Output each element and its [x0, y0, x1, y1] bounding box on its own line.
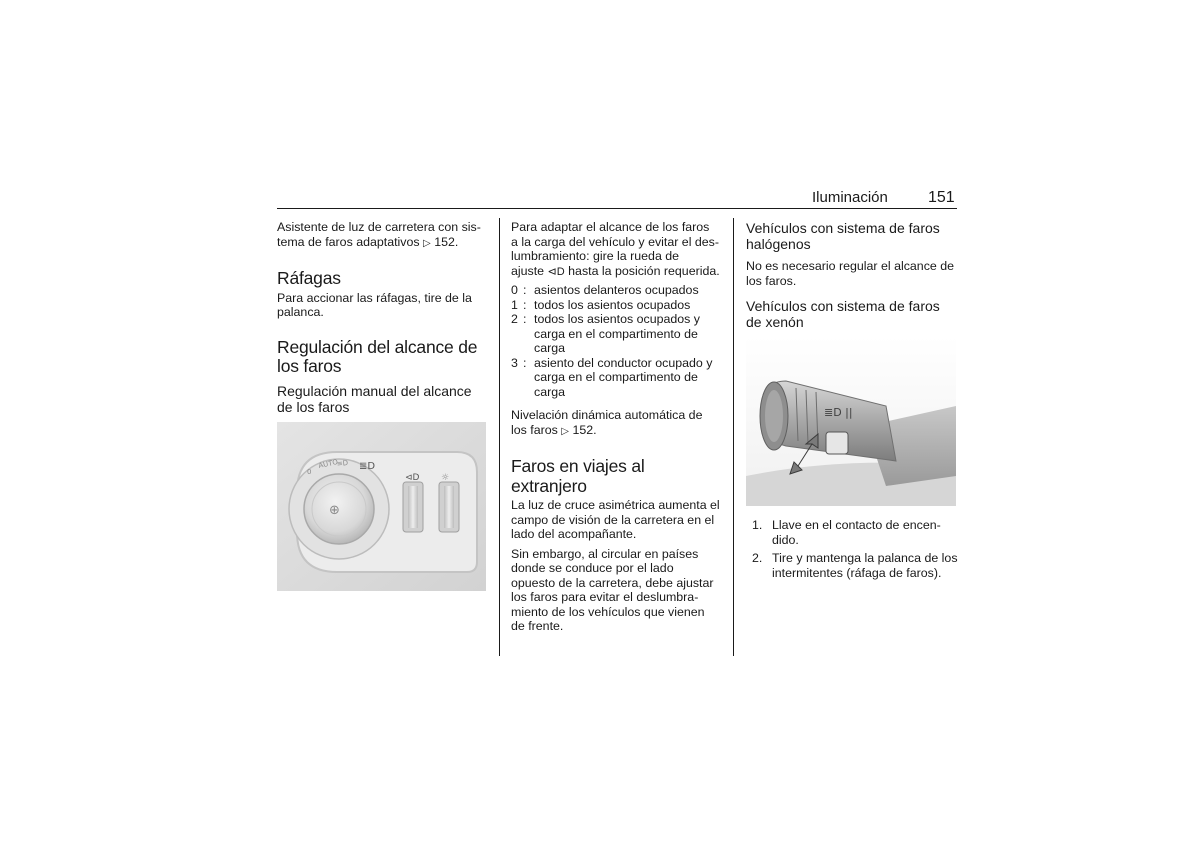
rafagas-paragraph: Para accionar las ráfagas, tire de la palanca.: [277, 290, 472, 319]
asimetrica-paragraph: La luz de cruce asimétrica aumenta el campo de visión de la carretera en el lado del acompañante.: [511, 498, 720, 541]
list-item: 3 : asiento del conductor ocupado y carga en el compartimento de carga: [511, 355, 713, 399]
halogenos-paragraph: No es necesario regular el alcance de los faros.: [746, 259, 955, 288]
load-positions-list: [511, 283, 723, 399]
heading-xenon: Vehículos con sistema de faros de xenón: [746, 298, 940, 330]
ajustar-paragraph: Sin embargo, al circular en países donde se conduce por el lado opuesto de la carretera, debe ajustar los faros para evitar el deslumbra- miento de los vehículos que vienen de frente.: [511, 546, 714, 633]
svg-text:≡D: ≡D: [336, 459, 349, 468]
list-item: 2. Tire y mantenga la palanca de los intermitentes (ráfaga de faros).: [752, 551, 958, 580]
intro-paragraph: Asistente de luz de carretera con sis- tema de faros adaptativos ▷ 152.: [277, 220, 481, 249]
column-1: [277, 220, 487, 415]
turn-signal-lever-illustration: [746, 336, 956, 506]
page-reference-icon: ▷: [423, 237, 431, 249]
nivelacion-paragraph: Nivelación dinámica automática de los faros ▷ 152.: [511, 408, 703, 437]
ajuste-paragraph: Para adaptar el alcance de los faros a la carga del vehículo y evitar el des- lumbramiento: gire la rueda de ajuste ⊲D hasta la posición requerida.: [511, 220, 720, 278]
list-item: 1 : todos los asientos ocupados: [511, 297, 691, 312]
heading-regulacion-manual: Regulación manual del alcance de los faros: [277, 382, 472, 415]
page-reference-icon: ▷: [561, 425, 569, 437]
column-divider: [733, 218, 734, 656]
heading-faros-extranjero: Faros en viajes al extranjero: [511, 456, 645, 496]
steps-list: [746, 518, 958, 584]
svg-text:≣D ||: ≣D ||: [824, 406, 853, 419]
running-header-section: Iluminación: [812, 189, 888, 206]
list-item: 1. Llave en el contacto de encen- dido.: [752, 518, 941, 547]
column-3: [746, 220, 958, 330]
list-item: 2 : todos los asientos ocupados y carga en el compartimento de carga: [511, 312, 701, 355]
heading-halogenos: Vehículos con sistema de faros halógenos: [746, 220, 940, 252]
column-2: [511, 220, 723, 634]
svg-text:0: 0: [307, 468, 312, 476]
svg-text:≣D: ≣D: [359, 461, 376, 472]
list-item: 0 : asientos delanteros ocupados: [511, 283, 699, 297]
svg-text:AUTO: AUTO: [317, 458, 339, 470]
header-rule: [277, 208, 957, 209]
svg-text:☼: ☼: [441, 473, 450, 483]
svg-text:⊲D: ⊲D: [405, 473, 420, 483]
heading-regulacion: Regulación del alcance de los faros: [277, 336, 478, 376]
heading-rafagas: Ráfagas: [277, 268, 341, 288]
svg-text:⊕: ⊕: [329, 503, 340, 518]
headlight-range-icon: ⊲D: [547, 265, 565, 278]
page-number: 151: [928, 189, 955, 206]
column-divider: [499, 218, 500, 656]
light-switch-illustration: [277, 422, 486, 591]
